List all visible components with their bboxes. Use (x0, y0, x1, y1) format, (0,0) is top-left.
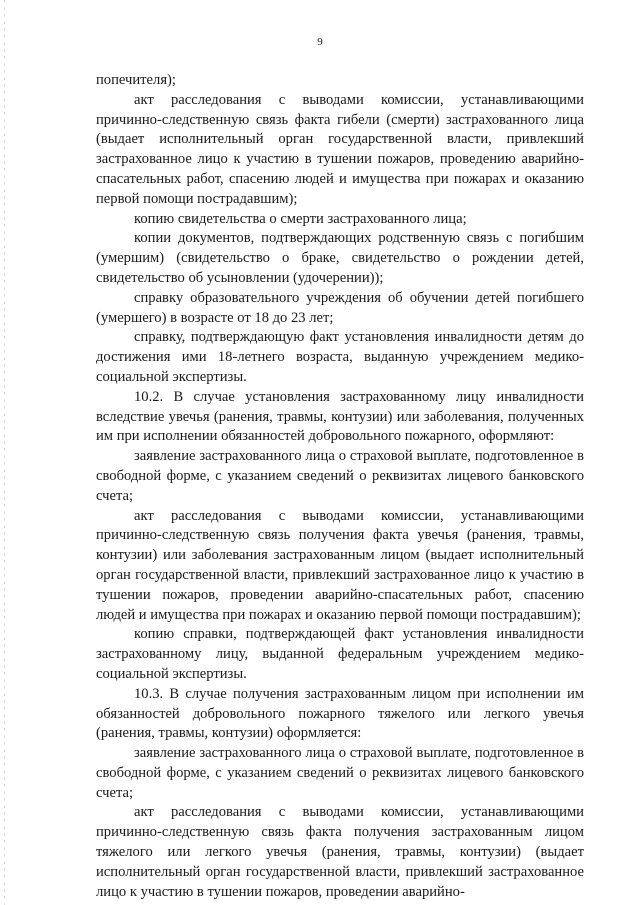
paragraph-section-10-3: 10.3. В случае получения застрахованным лицом при исполнении им обязанностей добровольного пожарного тяжелого или легкого увечья (ранения, травмы, контузии) оформляется: (96, 685, 584, 742)
document-body (96, 71, 584, 902)
paragraph-investigation-act-injury: акт расследования с выводами комиссии, устанавливающими причинно-следственную связь получения факта увечья (ранения, травмы, контузии) или заболевания застрахованным лицом (выдает исполнительный орган государственной власти, привлекший застрахованное лицо к участию в тушении пожаров, проведении аварийно-спасательных работ, спасению людей и имущества при пожарах и оказанию первой помощи пострадавшим); (96, 507, 584, 623)
paragraph-disability-certificate: копию справки, подтверждающей факт установления инвалидности застрахованному лицу, выданной федеральным учреждением медико-социальной экспертизы. (96, 626, 584, 682)
paragraph-death-certificate: копию свидетельства о смерти застрахованного лица; (134, 210, 467, 227)
paragraph-section-10-2: 10.2. В случае установления застрахованному лицу инвалидности вследствие увечья (ранения, травмы, контузии) или заболевания, полученных им при исполнении обязанностей добровольного пожарного, оформляют: (96, 388, 584, 445)
page-number: 9 (317, 36, 323, 48)
paragraph-application-10-3: заявление застрахованного лица о страховой выплате, подготовленное в свободной форме, с указанием сведений о реквизитах лицевого банковского счета; (96, 745, 584, 801)
paragraph-kinship-documents: копии документов, подтверждающих родственную связь с погибшим (умершим) (свидетельство о браке, свидетельство о рождении детей, свидетельство об усыновлении (удочерении)); (96, 230, 584, 286)
paragraph-application-10-2: заявление застрахованного лица о страховой выплате, подготовленное в свободной форме, с указанием сведений о реквизитах лицевого банковского счета; (96, 448, 584, 504)
paragraph-disability-children: справку, подтверждающую факт установления инвалидности детям до достижения ими 18-летнего возраста, выданную учреждением медико-социальной экспертизы. (96, 329, 584, 385)
paragraph-continuation: попечителя); (96, 72, 176, 88)
paragraph-investigation-act-severe-injury: акт расследования с выводами комиссии, устанавливающими причинно-следственную связь факта получения застрахованным лицом тяжелого или легкого увечья (ранения, травмы, контузии) (выдает исполнительный орган государственной власти, привлекший застрахованное лицо к участию в тушении пожаров, проведении аварийно- (96, 804, 584, 900)
paragraph-education-certificate: справку образовательного учреждения об обучении детей погибшего (умершего) в возрасте от 18 до 23 лет; (96, 289, 584, 326)
paragraph-investigation-act-death: акт расследования с выводами комиссии, устанавливающими причинно-следственную связь факта гибели (смерти) застрахованного лица (выдает исполнительный орган государственной власти, привлекший застрахованное лицо к участию в тушении пожаров, проведению аварийно-спасательных работ, спасению людей и имущества при пожарах и оказанию первой помощи пострадавшим); (96, 91, 584, 207)
scan-edge-line (4, 0, 5, 905)
